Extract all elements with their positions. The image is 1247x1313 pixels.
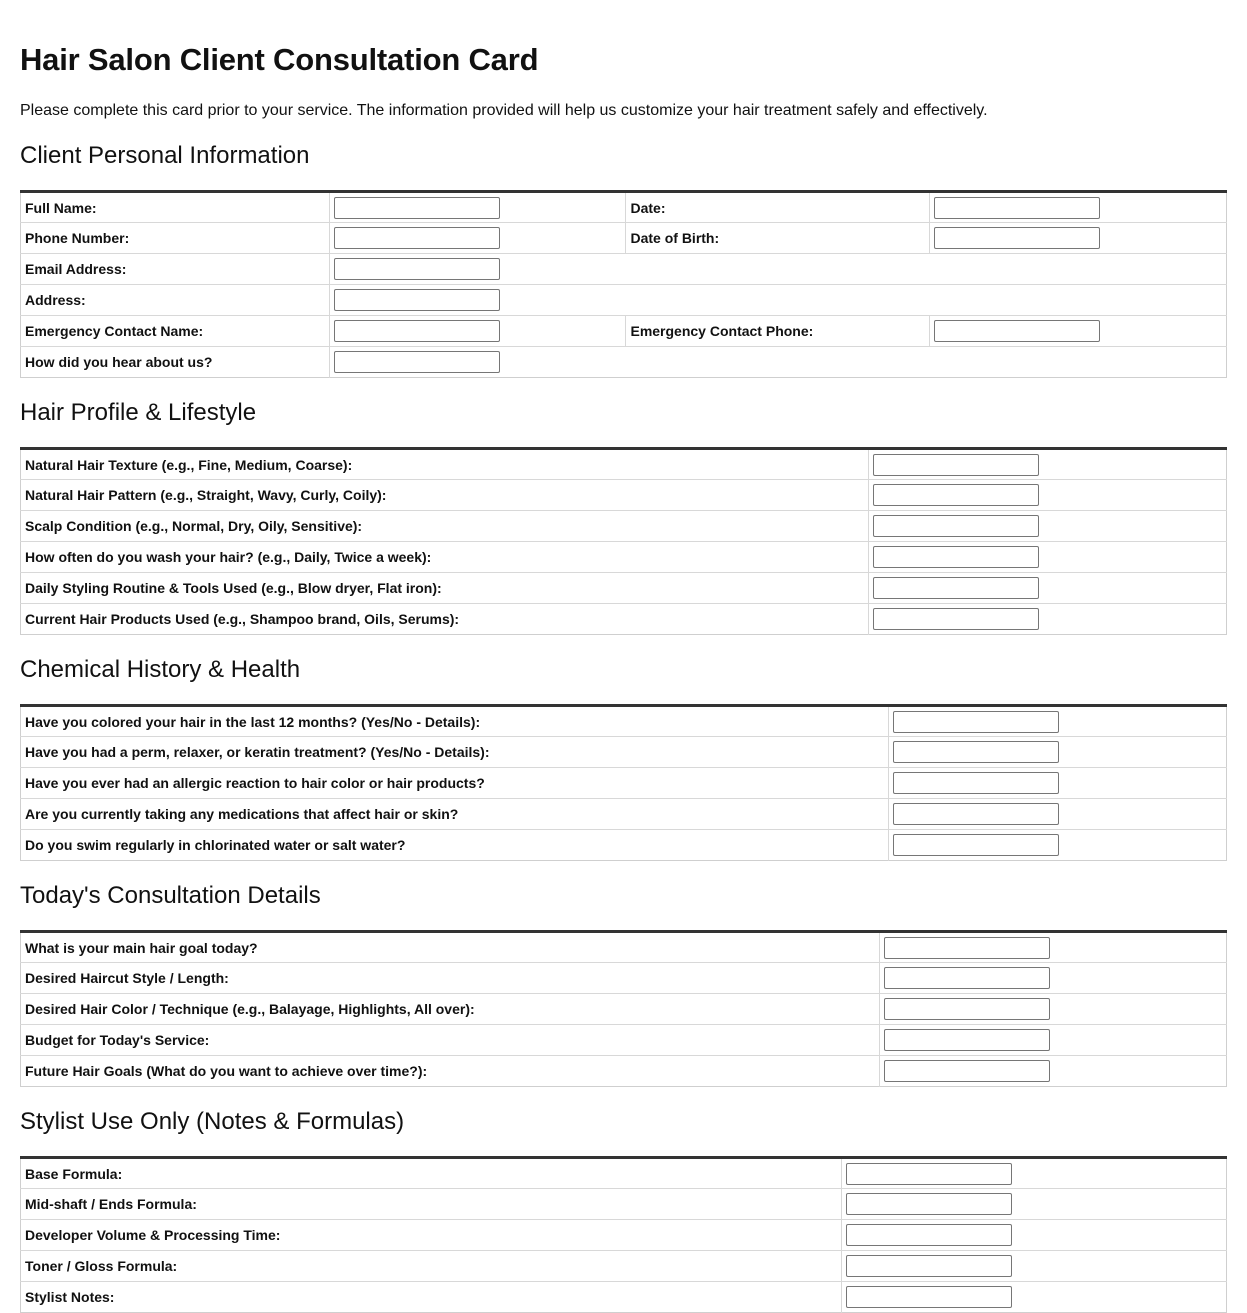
table-row (21, 1025, 1227, 1056)
table-row (21, 511, 1227, 542)
table-row (21, 768, 1227, 799)
consultation-question-label: Budget for Today's Service: (21, 1025, 880, 1056)
profile-question-label: Scalp Condition (e.g., Normal, Dry, Oily, Sensitive): (21, 511, 869, 542)
table-row (21, 449, 1227, 480)
table-row (21, 542, 1227, 573)
phone-input[interactable] (334, 227, 500, 249)
swimming-input[interactable] (893, 834, 1059, 856)
emergency-phone-label: Emergency Contact Phone: (626, 316, 930, 347)
chemical-question-label: Have you ever had an allergic reaction to hair color or hair products? (21, 768, 889, 799)
table-row (21, 799, 1227, 830)
section-heading-chemical: Chemical History & Health (20, 656, 301, 683)
future-goals-input[interactable] (884, 1060, 1050, 1082)
wash-frequency-input[interactable] (873, 546, 1039, 568)
referral-label: How did you hear about us? (21, 347, 330, 378)
consultation-question-label: Desired Hair Color / Technique (e.g., Balayage, Highlights, All over): (21, 994, 880, 1025)
table-row (21, 1189, 1227, 1220)
emergency-name-label: Emergency Contact Name: (21, 316, 330, 347)
table-row (21, 932, 1227, 963)
allergic-reaction-input[interactable] (893, 772, 1059, 794)
table-row (21, 1158, 1227, 1189)
emergency-name-input[interactable] (334, 320, 500, 342)
stylist-field-label: Toner / Gloss Formula: (21, 1251, 842, 1282)
chemical-history-table (20, 704, 1227, 861)
hair-color-input[interactable] (884, 998, 1050, 1020)
profile-question-label: Natural Hair Pattern (e.g., Straight, Wavy, Curly, Coily): (21, 480, 869, 511)
table-row (21, 480, 1227, 511)
chemical-question-label: Are you currently taking any medications that affect hair or skin? (21, 799, 889, 830)
table-row (21, 573, 1227, 604)
emergency-phone-input[interactable] (934, 320, 1100, 342)
main-goal-input[interactable] (884, 937, 1050, 959)
table-row (21, 604, 1227, 635)
email-label: Email Address: (21, 254, 330, 285)
table-row (21, 706, 1227, 737)
table-row (21, 1282, 1227, 1313)
chemical-question-label: Do you swim regularly in chlorinated water or salt water? (21, 830, 889, 861)
dob-input[interactable] (934, 227, 1100, 249)
table-row (21, 830, 1227, 861)
table-row (21, 285, 1227, 316)
table-row (21, 192, 1227, 223)
table-row (21, 737, 1227, 768)
stylist-notes-table (20, 1156, 1227, 1313)
stylist-field-label: Mid-shaft / Ends Formula: (21, 1189, 842, 1220)
stylist-field-label: Base Formula: (21, 1158, 842, 1189)
table-row (21, 1056, 1227, 1087)
consultation-question-label: Future Hair Goals (What do you want to achieve over time?): (21, 1056, 880, 1087)
table-row (21, 994, 1227, 1025)
toner-formula-input[interactable] (846, 1255, 1012, 1277)
base-formula-input[interactable] (846, 1163, 1012, 1185)
address-label: Address: (21, 285, 330, 316)
page-title: Hair Salon Client Consultation Card (20, 42, 539, 77)
table-row (21, 316, 1227, 347)
budget-input[interactable] (884, 1029, 1050, 1051)
intro-text: Please complete this card prior to your service. The information provided will help us customize your hair treatment safely and effectively. (20, 102, 988, 119)
products-used-input[interactable] (873, 608, 1039, 630)
colored-hair-input[interactable] (893, 711, 1059, 733)
phone-label: Phone Number: (21, 223, 330, 254)
stylist-notes-input[interactable] (846, 1286, 1012, 1308)
stylist-field-label: Developer Volume & Processing Time: (21, 1220, 842, 1251)
table-row (21, 347, 1227, 378)
ends-formula-input[interactable] (846, 1193, 1012, 1215)
consultation-question-label: Desired Haircut Style / Length: (21, 963, 880, 994)
haircut-style-input[interactable] (884, 967, 1050, 989)
full-name-label: Full Name: (21, 192, 330, 223)
hair-profile-table (20, 447, 1227, 635)
address-input[interactable] (334, 289, 500, 311)
styling-routine-input[interactable] (873, 577, 1039, 599)
perm-relaxer-input[interactable] (893, 741, 1059, 763)
section-heading-consultation: Today's Consultation Details (20, 882, 321, 909)
hair-pattern-input[interactable] (873, 484, 1039, 506)
section-heading-stylist: Stylist Use Only (Notes & Formulas) (20, 1108, 405, 1135)
medications-input[interactable] (893, 803, 1059, 825)
table-row (21, 1220, 1227, 1251)
stylist-field-label: Stylist Notes: (21, 1282, 842, 1313)
table-row (21, 963, 1227, 994)
date-label: Date: (626, 192, 930, 223)
profile-question-label: Daily Styling Routine & Tools Used (e.g., Blow dryer, Flat iron): (21, 573, 869, 604)
referral-input[interactable] (334, 351, 500, 373)
profile-question-label: Natural Hair Texture (e.g., Fine, Medium, Coarse): (21, 449, 869, 480)
hair-texture-input[interactable] (873, 454, 1039, 476)
personal-info-table (20, 190, 1227, 378)
consultation-details-table (20, 930, 1227, 1087)
section-heading-profile: Hair Profile & Lifestyle (20, 399, 257, 426)
table-row (21, 254, 1227, 285)
full-name-input[interactable] (334, 197, 500, 219)
profile-question-label: Current Hair Products Used (e.g., Shampoo brand, Oils, Serums): (21, 604, 869, 635)
scalp-condition-input[interactable] (873, 515, 1039, 537)
profile-question-label: How often do you wash your hair? (e.g., Daily, Twice a week): (21, 542, 869, 573)
table-row (21, 223, 1227, 254)
table-row (21, 1251, 1227, 1282)
date-input[interactable] (934, 197, 1100, 219)
consultation-question-label: What is your main hair goal today? (21, 932, 880, 963)
dob-label: Date of Birth: (626, 223, 930, 254)
section-heading-personal: Client Personal Information (20, 142, 310, 169)
developer-volume-input[interactable] (846, 1224, 1012, 1246)
chemical-question-label: Have you colored your hair in the last 12 months? (Yes/No - Details): (21, 706, 889, 737)
email-input[interactable] (334, 258, 500, 280)
chemical-question-label: Have you had a perm, relaxer, or keratin treatment? (Yes/No - Details): (21, 737, 889, 768)
